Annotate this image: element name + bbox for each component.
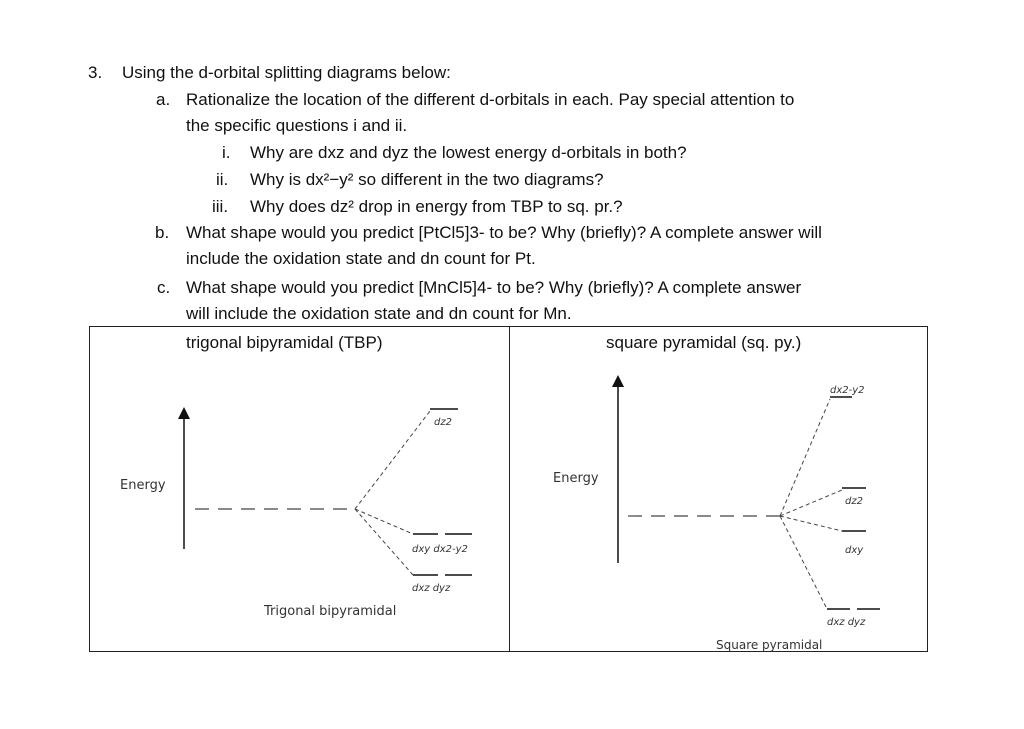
part-a-label: a. [156, 90, 171, 109]
tbp-header: trigonal bipyramidal (TBP) [186, 333, 383, 352]
sqpy-diagram [553, 381, 880, 652]
tbp-low-label: dxz dyz [412, 583, 451, 594]
part-c-label: c. [157, 278, 171, 297]
tbp-energy-label: Energy [120, 478, 166, 493]
tbp-mid-label: dxy dx2-y2 [412, 544, 468, 555]
part-b-text-2: include the oxidation state and dn count for Pt. [186, 249, 536, 268]
sqpy-header: square pyramidal (sq. py.) [606, 333, 802, 352]
sub-i-label: i. [222, 143, 231, 162]
sqpy-caption: Square pyramidal [716, 638, 823, 652]
tbp-caption: Trigonal bipyramidal [264, 604, 397, 619]
sqpy-energy-label: Energy [553, 471, 599, 486]
question-number: 3. [88, 63, 103, 82]
part-b-label: b. [155, 223, 170, 242]
tbp-top-label: dz2 [434, 417, 452, 428]
part-c-text-1: What shape would you predict [MnCl5]4- to be? Why (briefly)? A complete answer [186, 278, 802, 297]
diagram-table [89, 326, 928, 652]
sub-ii-label: ii. [216, 170, 229, 189]
question-stem: Using the d-orbital splitting diagrams below: [122, 63, 451, 82]
tbp-diagram [120, 409, 472, 619]
sub-i-text: Why are dxz and dyz the lowest energy d-orbitals in both? [250, 143, 687, 162]
sub-iii-label: iii. [212, 197, 229, 216]
part-b-text-1: What shape would you predict [PtCl5]3- to be? Why (briefly)? A complete answer will [186, 223, 822, 242]
sqpy-third-label: dxy [845, 545, 864, 556]
sub-ii-text: Why is dx²−y² so different in the two diagrams? [250, 170, 604, 189]
sqpy-top-label: dx2-y2 [830, 385, 865, 396]
sqpy-low-label: dxz dyz [827, 617, 866, 628]
sqpy-second-label: dz2 [845, 496, 863, 507]
splitting-diagrams [90, 327, 929, 653]
part-a-text-2: the specific questions i and ii. [186, 116, 408, 135]
sub-iii-text: Why does dz² drop in energy from TBP to sq. pr.? [250, 197, 623, 216]
part-c-text-2: will include the oxidation state and dn count for Mn. [186, 304, 572, 323]
part-a-text-1: Rationalize the location of the different d-orbitals in each. Pay special attention to [186, 90, 795, 109]
